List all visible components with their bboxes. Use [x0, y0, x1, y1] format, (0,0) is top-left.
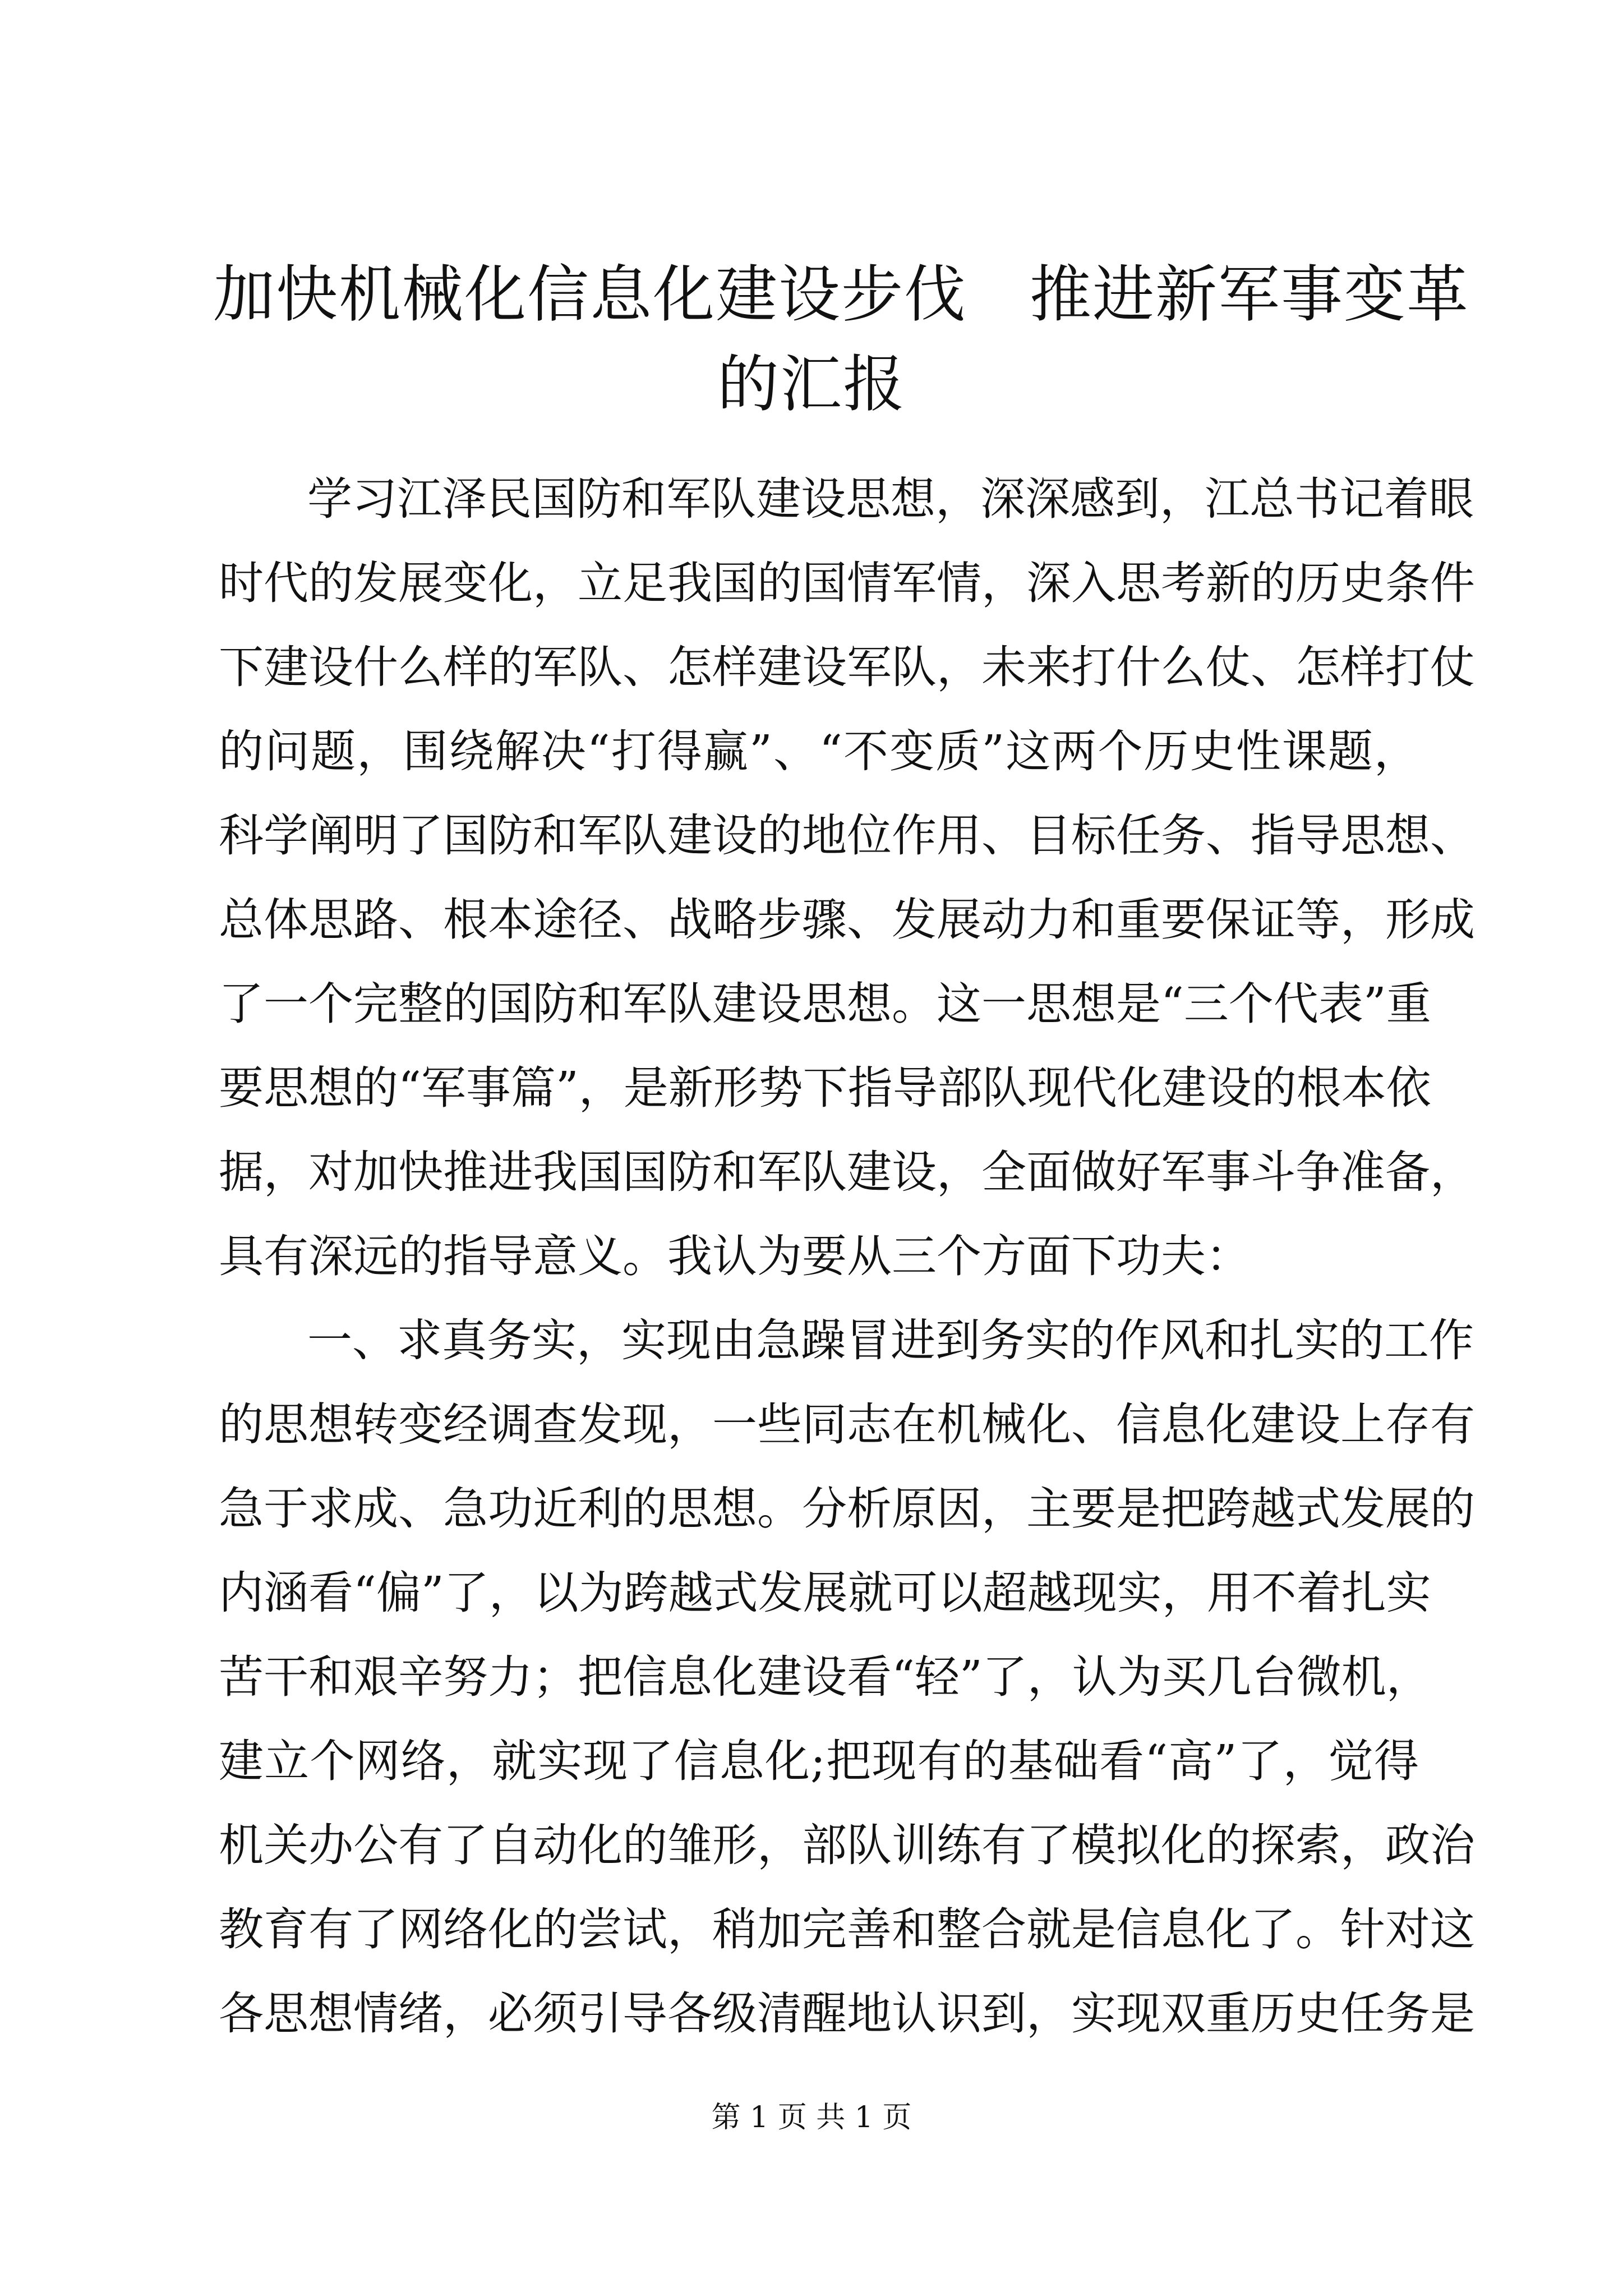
body-line: 要思想的“军事篇”，是新形势下指导部队现代化建设的根本依	[219, 1062, 1431, 1114]
body-line: 各思想情绪，必须引导各级清醒地认识到，实现双重历史任务是	[219, 1987, 1475, 2040]
body-line: 总体思路、根本途径、战略步骤、发展动力和重要保证等，形成	[219, 894, 1475, 946]
document-title-line-2: 的汇报	[717, 348, 906, 420]
body-line: 了一个完整的国防和军队建设思想。这一思想是“三个代表”重	[219, 978, 1431, 1030]
body-line: 急于求成、急功近利的思想。分析原因，主要是把跨越式发展的	[219, 1483, 1475, 1535]
body-line: 的问题，围绕解决“打得赢”、“不变质”这两个历史性课题，	[219, 725, 1419, 777]
body-line: 据，对加快推进我国国防和军队建设，全面做好军事斗争准备，	[219, 1146, 1475, 1198]
body-line: 的思想转变经调查发现，一些同志在机械化、信息化建设上存有	[219, 1398, 1475, 1451]
body-line: 一、求真务实，实现由急躁冒进到务实的作风和扎实的工作	[307, 1314, 1474, 1366]
body-line: 科学阐明了国防和军队建设的地位作用、目标任务、指导思想、	[219, 809, 1475, 862]
body-line: 内涵看“偏”了，以为跨越式发展就可以超越现实，用不着扎实	[219, 1567, 1431, 1619]
body-line: 下建设什么样的军队、怎样建设军队，未来打什么仗、怎样打仗	[219, 641, 1475, 693]
body-line: 学习江泽民国防和军队建设思想，深深感到，江总书记着眼	[307, 473, 1474, 525]
body-line: 苦干和艰辛努力；把信息化建设看“轻”了，认为买几台微机，	[219, 1651, 1431, 1703]
body-line: 时代的发展变化，立足我国的国情军情，深入思考新的历史条件	[219, 557, 1475, 609]
body-line: 教育有了网络化的尝试，稍加完善和整合就是信息化了。针对这	[219, 1903, 1475, 1955]
document-title-line-1: 加快机械化信息化建设步伐 推进新军事变革	[213, 259, 1469, 330]
page-footer: 第 1 页 共 1 页	[711, 2101, 912, 2134]
body-line: 建立个网络，就实现了信息化;把现有的基础看“高”了，觉得	[219, 1735, 1419, 1787]
body-line: 机关办公有了自动化的雏形，部队训练有了模拟化的探索，政治	[219, 1819, 1475, 1871]
body-line: 具有深远的指导意义。我认为要从三个方面下功夫：	[219, 1230, 1251, 1282]
